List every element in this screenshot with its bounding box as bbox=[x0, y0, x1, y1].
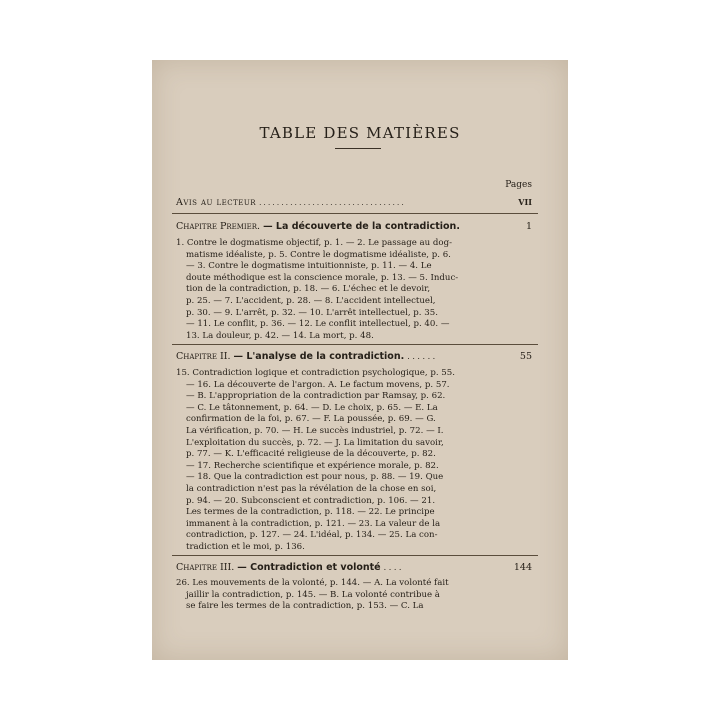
chapter-1-title: — La découverte de la contradiction. bbox=[263, 221, 460, 232]
chapter-3-dots: . . . . bbox=[383, 563, 402, 572]
toc-line: p. 94. — 20. Subconscient et contradiction, p. 106. — 21. bbox=[186, 495, 436, 506]
page-title: TABLE DES MATIÈRES bbox=[259, 124, 461, 142]
chapter-1-label: Chapitre Premier. bbox=[176, 221, 261, 232]
toc-line: — B. L'appropriation de la contradiction par Ramsay, p. 62. bbox=[186, 391, 446, 402]
toc-line: tradiction et le moi, p. 136. bbox=[186, 541, 305, 552]
chapter-3-page: 144 bbox=[513, 562, 532, 573]
book-page bbox=[152, 60, 568, 660]
separator-1 bbox=[172, 213, 538, 214]
toc-line: 13. La douleur, p. 42. — 14. La mort, p. 48. bbox=[186, 330, 374, 341]
toc-line: 26. Les mouvements de la volonté, p. 144. — A. La volonté fait bbox=[176, 578, 449, 588]
toc-line: immanent à la contradiction, p. 121. — 23. La valeur de la bbox=[186, 518, 441, 529]
toc-line: se faire les termes de la contradiction, p. 153. — C. La bbox=[186, 601, 424, 612]
chapter-3-contents bbox=[176, 578, 519, 613]
separator-3 bbox=[172, 555, 538, 556]
toc-line: jaillir la contradiction, p. 145. — B. La volonté contribue à bbox=[186, 589, 440, 600]
toc-line: — 18. Que la contradiction est pour nous, p. 88. — 19. Que bbox=[186, 472, 444, 483]
toc-line: — 3. Contre le dogmatisme intuitionniste, p. 11. — 4. Le bbox=[186, 261, 432, 272]
toc-line: 15. Contradiction logique et contradiction psychologique, p. 55. bbox=[176, 368, 455, 378]
toc-line: p. 25. — 7. L'accident, p. 28. — 8. L'accident intellectuel, bbox=[186, 295, 436, 306]
title-rule bbox=[335, 148, 381, 149]
chapter-2-label: Chapitre II. bbox=[176, 351, 231, 362]
toc-line: confirmation de la foi, p. 67. — F. La poussée, p. 69. — G. bbox=[186, 414, 436, 425]
chapter-3-label: Chapitre III. bbox=[176, 562, 235, 573]
chapter-2-title: — L'analyse de la contradiction. bbox=[233, 351, 405, 362]
toc-line: 1. Contre le dogmatisme objectif, p. 1. — 2. Le passage au dog- bbox=[176, 238, 452, 248]
chapter-2-page: 55 bbox=[519, 351, 532, 362]
toc-line: la contradiction n'est pas la révélation de la chose en soi, bbox=[186, 483, 437, 494]
toc-line: matisme idéaliste, p. 5. Contre le dogmatisme idéaliste, p. 6. bbox=[186, 249, 451, 260]
toc-line: La vérification, p. 70. — H. Le succès industriel, p. 72. — I. bbox=[186, 425, 444, 436]
chapter-1-contents bbox=[176, 238, 519, 342]
toc-line: p. 77. — K. L'efficacité religieuse de la découverte, p. 82. bbox=[186, 449, 436, 460]
pages-column-label: Pages bbox=[505, 180, 532, 190]
avis-page: VII bbox=[518, 197, 532, 207]
chapter-1-heading bbox=[176, 221, 532, 232]
toc-line: tion de la contradiction, p. 18. — 6. L'échec et le devoir, bbox=[186, 284, 431, 295]
toc-line: L'exploitation du succès, p. 72. — J. La limitation du savoir, bbox=[186, 437, 444, 448]
toc-line: — 16. La découverte de l'argon. A. Le factum movens, p. 57. bbox=[186, 379, 450, 390]
separator-2 bbox=[172, 344, 538, 345]
toc-line: doute méthodique est la conscience morale, p. 13. — 5. Induc- bbox=[186, 272, 459, 283]
chapter-2-heading bbox=[176, 351, 532, 362]
chapter-3-heading bbox=[176, 562, 532, 573]
toc-line: — 11. Le conflit, p. 36. — 12. Le conflit intellectuel, p. 40. — bbox=[186, 319, 450, 330]
toc-line: contradiction, p. 127. — 24. L'idéal, p. 134. — 25. La con- bbox=[186, 530, 438, 541]
chapter-3-title: — Contradiction et volonté bbox=[237, 562, 381, 573]
avis-dots: . . . . . . . . . . . . . . . . . . . . . . . . . . . . . . . . . bbox=[259, 199, 404, 207]
toc-line: p. 30. — 9. L'arrêt, p. 32. — 10. L'arrêt intellectuel, p. 35. bbox=[186, 307, 438, 318]
chapter-1-page: 1 bbox=[525, 221, 532, 232]
avis-label: Avis au lecteur bbox=[176, 197, 257, 208]
avis-entry bbox=[176, 197, 532, 208]
toc-line: — 17. Recherche scientifique et expérience morale, p. 82. bbox=[186, 460, 439, 471]
toc-line: — C. Le tâtonnement, p. 64. — D. Le choix, p. 65. — E. La bbox=[186, 402, 438, 413]
chapter-2-contents bbox=[176, 368, 519, 554]
toc-line: Les termes de la contradiction, p. 118. — 22. Le principe bbox=[186, 507, 435, 518]
chapter-2-dots: . . . . . . bbox=[407, 352, 436, 361]
